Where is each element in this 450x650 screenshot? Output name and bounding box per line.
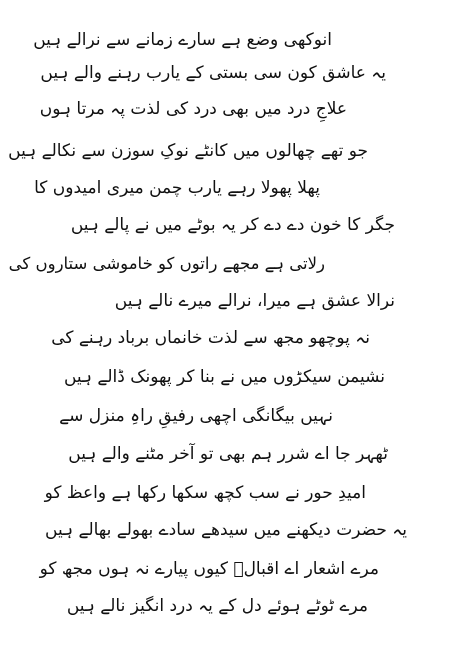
verse-line-15: مرے اشعار اے اقبالؔ کیوں پیارے نہ ہوں مجھ کو: [39, 559, 379, 579]
verse-line-8: نرالا عشق ہے میرا، نرالے میرے نالے ہیں: [114, 291, 395, 311]
verse-line-10: نشیمن سیکڑوں میں نے بنا کر پھونک ڈالے ہیں: [63, 367, 385, 387]
verse-line-3: علاجِ درد میں بھی درد کی لذت پہ مرتا ہوں: [39, 99, 347, 119]
verse-line-14: یہ حضرت دیکھنے میں سیدھے سادے بھولے بھالے ہیں: [45, 520, 407, 540]
verse-line-1: انوکھی وضع ہے سارے زمانے سے نرالے ہیں: [33, 30, 332, 50]
verse-line-16: مرے ٹوٹے ہوئے دل کے یہ درد انگیز نالے ہیں: [66, 596, 368, 616]
verse-line-2: یہ عاشق کون سی بستی کے یارب رہنے والے ہیں: [40, 63, 386, 83]
verse-line-4: جو تھے چھالوں میں کانٹے نوکِ سوزن سے نکالے ہیں: [8, 141, 368, 161]
verse-line-12: ٹھہر جا اے شرر ہم بھی تو آخر مٹنے والے ہیں: [68, 444, 388, 464]
verse-line-11: نہیں بیگانگی اچھی رفیقِ راہِ منزل سے: [59, 406, 333, 426]
verse-line-13: امیدِ حور نے سب کچھ سکھا رکھا ہے واعظ کو: [44, 483, 366, 503]
verse-line-5: پھلا پھولا رہے یارب چمن میری امیدوں کا: [34, 178, 320, 198]
verse-line-7: رلاتی ہے مجھے راتوں کو خاموشی ستاروں کی: [8, 254, 325, 273]
verse-line-6: جگر کا خون دے دے کر یہ بوٹے میں نے پالے ہیں: [70, 215, 395, 235]
verse-line-9: نہ پوچھو مجھ سے لذت خانماں برباد رہنے کی: [51, 328, 370, 348]
